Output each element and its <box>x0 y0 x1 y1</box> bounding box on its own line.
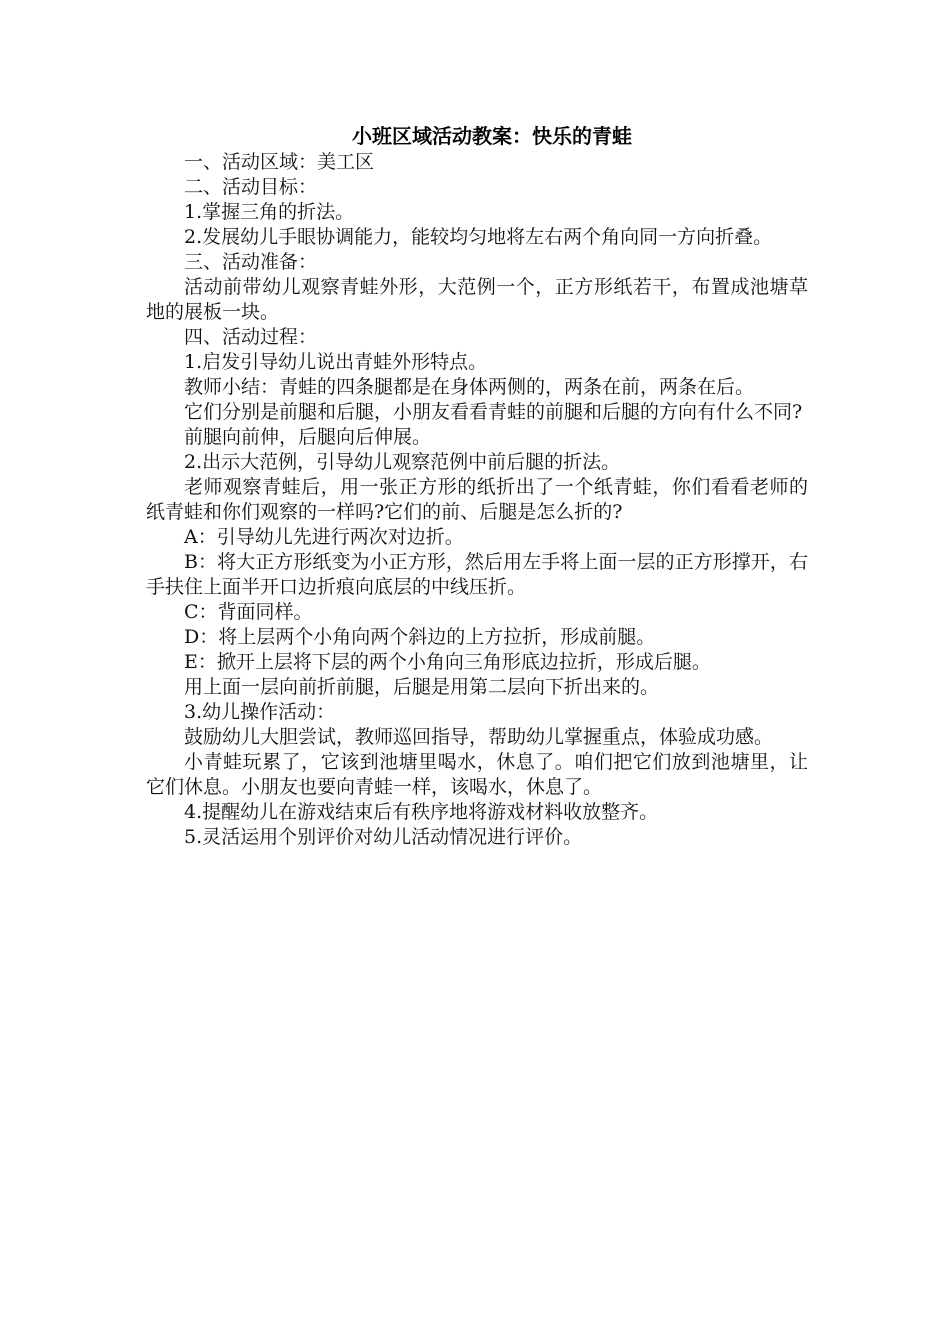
paragraph-legs-question: 它们分别是前腿和后腿，小朋友看看青蛙的前腿和后腿的方向有什么不同? <box>184 401 803 423</box>
paragraph-process-4: 4.提醒幼儿在游戏结束后有秩序地将游戏材料收放整齐。 <box>184 801 659 823</box>
paragraph-step-d: D：将上层两个小角向两个斜边的上方拉折，形成前腿。 <box>184 626 656 648</box>
document-body <box>146 122 808 850</box>
paragraph-teacher-demo: 老师观察青蛙后，用一张正方形的纸折出了一个纸青蛙，你们看看老师的纸青蛙和你们观察的一样吗?它们的前、后腿是怎么折的? <box>146 476 808 523</box>
paragraph-section-area: 一、活动区域：美工区 <box>184 151 375 173</box>
paragraph-goal-1: 1.掌握三角的折法。 <box>184 201 355 223</box>
paragraph-step-b: B：将大正方形纸变为小正方形，然后用左手将上面一层的正方形撑开，右手扶住上面半开口边折痕向底层的中线压折。 <box>146 551 808 598</box>
paragraph-frog-rest: 小青蛙玩累了，它该到池塘里喝水，休息了。咱们把它们放到池塘里，让它们休息。小朋友也要向青蛙一样，该喝水，休息了。 <box>146 751 808 798</box>
paragraph-section-preparation: 三、活动准备： <box>184 251 318 273</box>
document-title: 小班区域活动教案：快乐的青蛙 <box>352 124 632 148</box>
paragraph-legs-explained: 用上面一层向前折前腿，后腿是用第二层向下折出来的。 <box>184 676 660 698</box>
paragraph-step-e: E：掀开上层将下层的两个小角向三角形底边拉折，形成后腿。 <box>184 651 711 673</box>
paragraph-section-goals: 二、活动目标： <box>184 176 318 198</box>
paragraph-process-2: 2.出示大范例，引导幼儿观察范例中前后腿的折法。 <box>184 451 621 473</box>
paragraph-step-c: C：背面同样。 <box>184 601 313 623</box>
paragraph-step-a: A：引导幼儿先进行两次对边折。 <box>184 526 464 548</box>
paragraph-encourage: 鼓励幼儿大胆尝试，教师巡回指导，帮助幼儿掌握重点，体验成功感。 <box>184 726 774 748</box>
paragraph-goal-2: 2.发展幼儿手眼协调能力，能较均匀地将左右两个角向同一方向折叠。 <box>184 226 773 248</box>
paragraph-preparation-detail: 活动前带幼儿观察青蛙外形，大范例一个，正方形纸若干，布置成池塘草地的展板一块。 <box>146 276 808 323</box>
paragraph-section-process: 四、活动过程： <box>184 326 318 348</box>
paragraph-process-3: 3.幼儿操作活动： <box>184 701 336 723</box>
paragraph-process-1: 1.启发引导幼儿说出青蛙外形特点。 <box>184 351 488 373</box>
paragraph-legs-answer: 前腿向前伸，后腿向后伸展。 <box>184 426 432 448</box>
paragraph-process-5: 5.灵活运用个别评价对幼儿活动情况进行评价。 <box>184 826 583 848</box>
paragraph-teacher-summary: 教师小结：青蛙的四条腿都是在身体两侧的，两条在前，两条在后。 <box>184 376 755 398</box>
